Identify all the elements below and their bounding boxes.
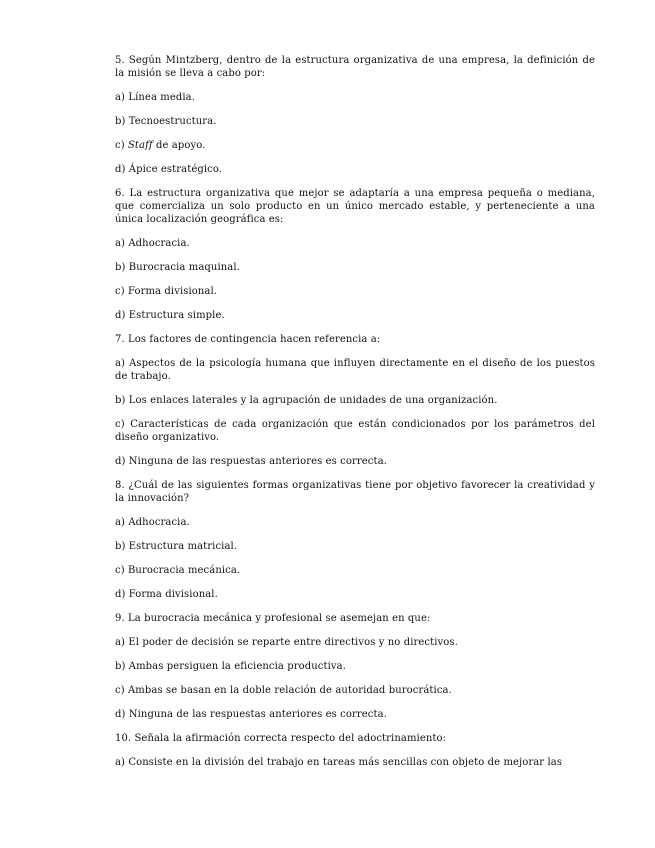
question-9-option-d: d) Ninguna de las respuestas anteriores es correcta. (115, 709, 387, 720)
question-7-option-a: a) Aspectos de la psicología humana que influyen directamente en el diseño de los puestos de trabajo. (115, 358, 595, 382)
question-7-option-c: c) Características de cada organización que están condicionados por los parámetros del diseño organizativo. (115, 419, 595, 443)
question-8-option-a: a) Adhocracia. (115, 517, 190, 528)
question-6: 6. La estructura organizativa que mejor se adaptaría a una empresa pequeña o mediana, que comercializa un solo producto en un único mercado estable, y perteneciente a una única localización geográfica es: (115, 188, 595, 225)
question-8-option-c: c) Burocracia mecánica. (115, 565, 241, 576)
question-5-option-a: a) Línea media. (115, 92, 196, 103)
question-7-option-d: d) Ninguna de las respuestas anteriores es correcta. (115, 456, 387, 467)
question-7-option-b: b) Los enlaces laterales y la agrupación de unidades de una organización. (115, 395, 498, 406)
question-8-option-b: b) Estructura matricial. (115, 541, 238, 552)
question-6-option-b: b) Burocracia maquinal. (115, 262, 240, 273)
question-9: 9. La burocracia mecánica y profesional se asemejan en que: (115, 613, 431, 624)
question-6-option-d: d) Estructura simple. (115, 310, 225, 321)
question-9-option-c: c) Ambas se basan en la doble relación de autoridad burocrática. (115, 685, 452, 696)
question-10-option-a: a) Consiste en la división del trabajo en tareas más sencillas con objeto de mejorar las (115, 757, 563, 768)
question-6-option-c: c) Forma divisional. (115, 286, 218, 297)
question-5-option-b: b) Tecnoestructura. (115, 116, 217, 127)
question-9-option-a: a) El poder de decisión se reparte entre directivos y no directivos. (115, 637, 458, 648)
question-10: 10. Señala la afirmación correcta respecto del adoctrinamiento: (115, 733, 447, 744)
question-8: 8. ¿Cuál de las siguientes formas organizativas tiene por objetivo favorecer la creatividad y la innovación? (115, 480, 595, 504)
exam-questions (115, 54, 595, 780)
question-7: 7. Los factores de contingencia hacen referencia a: (115, 334, 381, 345)
question-5-option-c (115, 139, 595, 152)
question-9-option-b: b) Ambas persiguen la eficiencia productiva. (115, 661, 346, 672)
question-8-option-d: d) Forma divisional. (115, 589, 218, 600)
staff-italic-term: Staff (127, 140, 153, 151)
option-c-suffix: de apoyo. (152, 140, 206, 151)
question-6-option-a: a) Adhocracia. (115, 238, 190, 249)
question-5: 5. Según Mintzberg, dentro de la estructura organizativa de una empresa, la definición de la misión se lleva a cabo por: (115, 55, 595, 79)
option-c-prefix: c) (115, 140, 128, 151)
question-5-option-d: d) Ápice estratégico. (115, 164, 223, 175)
